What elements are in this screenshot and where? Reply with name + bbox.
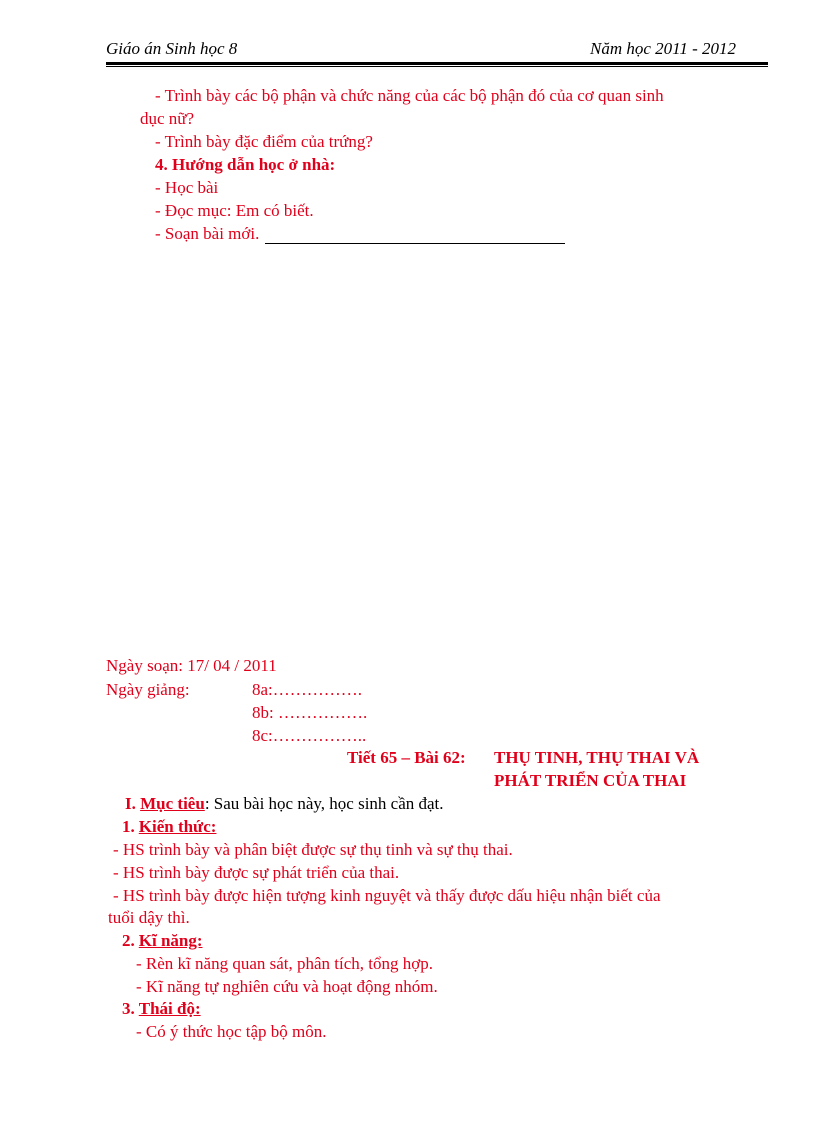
homework-item-2: - Đọc mục: Em có biết. xyxy=(155,201,314,220)
attitude-title: Thái độ: xyxy=(138,999,201,1018)
knowledge-item-1: - HS trình bày và phân biệt được sự thụ tinh và sự thụ thai. xyxy=(113,840,513,859)
attitude-number: 3. xyxy=(122,999,135,1018)
class-8c: 8c:…………….. xyxy=(252,726,367,745)
skills-title: Kĩ năng: xyxy=(138,931,203,950)
homework-item-3: - Soạn bài mới. xyxy=(155,224,260,243)
objectives-heading xyxy=(125,794,444,814)
objectives-title: Mục tiêu xyxy=(140,794,205,813)
knowledge-item-3-line-2: tuổi dậy thì. xyxy=(108,908,190,927)
lesson-title-line-2: PHÁT TRIỂN CỦA THAI xyxy=(494,771,687,790)
header-left: Giáo án Sinh học 8 xyxy=(106,39,238,58)
teach-date-label: Ngày giảng: xyxy=(106,680,190,699)
objectives-intro: : Sau bài học này, học sinh cần đạt. xyxy=(204,794,444,813)
class-8b: 8b: ……………. xyxy=(252,703,368,722)
knowledge-heading xyxy=(122,817,216,837)
homework-item-1: - Học bài xyxy=(155,178,219,197)
question-1-line-1: - Trình bày các bộ phận và chức năng của các bộ phận đó của cơ quan sinh xyxy=(155,86,664,105)
lesson-code: Tiết 65 – Bài 62: xyxy=(347,748,466,767)
question-1-line-2: dục nữ? xyxy=(140,109,195,128)
skills-item-1: - Rèn kĩ năng quan sát, phân tích, tổng hợp. xyxy=(136,954,433,973)
lesson-title-line-1: THỤ TINH, THỤ THAI VÀ xyxy=(494,748,700,767)
header-rule-thin xyxy=(106,66,768,67)
header-right: Năm học 2011 - 2012 xyxy=(590,39,737,58)
knowledge-number: 1. xyxy=(122,817,135,836)
header-rule-thick xyxy=(106,62,768,65)
prep-date: Ngày soạn: 17/ 04 / 2011 xyxy=(106,656,277,675)
class-8a: 8a:……………. xyxy=(252,680,363,699)
knowledge-item-3-line-1: - HS trình bày được hiện tượng kinh nguyệt và thấy được dấu hiệu nhận biết của xyxy=(113,886,661,905)
skills-number: 2. xyxy=(122,931,135,950)
homework-heading: 4. Hướng dẫn học ở nhà: xyxy=(155,155,336,174)
knowledge-title: Kiến thức: xyxy=(138,817,217,836)
objectives-number: I. xyxy=(125,794,136,813)
fill-in-line xyxy=(265,243,565,244)
knowledge-item-2: - HS trình bày được sự phát triển của thai. xyxy=(113,863,400,882)
attitude-heading xyxy=(122,999,201,1019)
question-2: - Trình bày đặc điểm của trứng? xyxy=(155,132,373,151)
skills-heading xyxy=(122,931,203,951)
attitude-item-1: - Có ý thức học tập bộ môn. xyxy=(136,1022,327,1041)
skills-item-2: - Kĩ năng tự nghiên cứu và hoạt động nhóm. xyxy=(136,977,438,996)
